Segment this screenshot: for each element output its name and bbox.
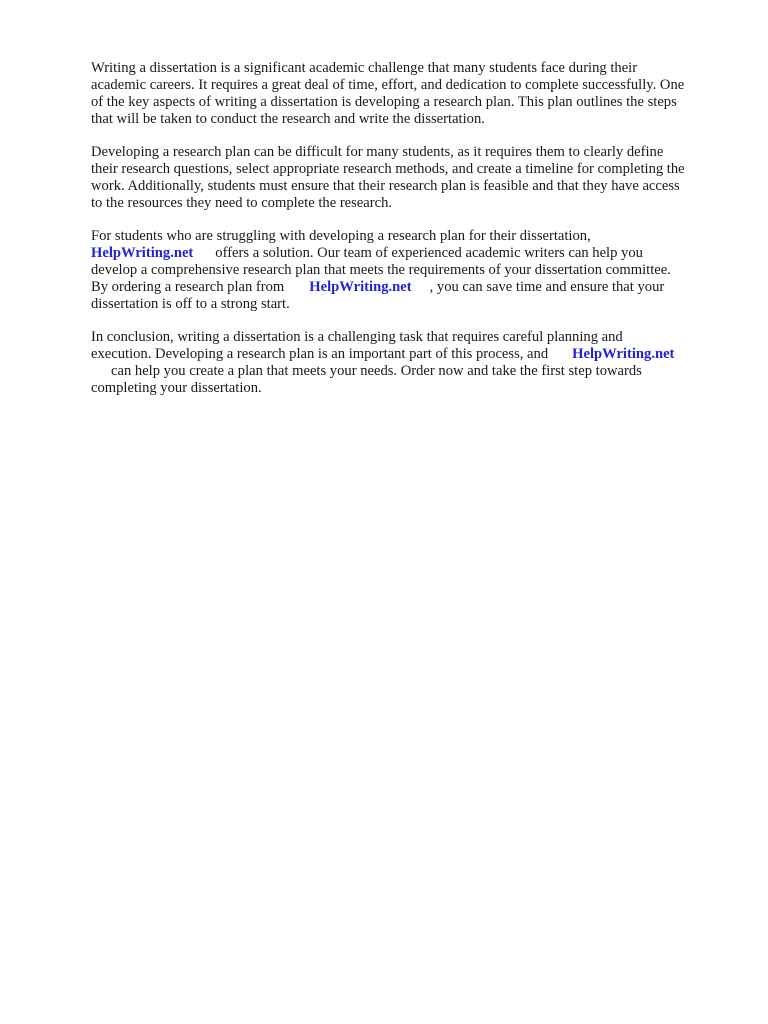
text-line: Writing a dissertation is a significant academic challenge that many students face during their (91, 60, 638, 76)
helpwriting-link[interactable]: HelpWriting.net (572, 346, 675, 362)
text-line: For students who are struggling with developing a research plan for their dissertation, (91, 228, 591, 244)
paragraph-intro (91, 60, 731, 128)
text-segment: , you can save time and ensure that your (429, 279, 665, 295)
text-line (91, 363, 731, 380)
text-line: academic careers. It requires a great deal of time, effort, and dedication to complete successfully. One (91, 77, 685, 93)
text-line (91, 245, 731, 262)
text-segment: can help you create a plan that meets your needs. Order now and take the first step towards (111, 363, 642, 379)
text-line: dissertation is off to a strong start. (91, 296, 290, 312)
text-line: that will be taken to conduct the research and write the dissertation. (91, 111, 485, 127)
helpwriting-link[interactable]: HelpWriting.net (91, 245, 194, 261)
paragraph-solution (91, 228, 731, 313)
paragraph-difficulty (91, 144, 731, 212)
text-line: completing your dissertation. (91, 380, 262, 396)
text-segment: offers a solution. Our team of experienced academic writers can help you (215, 245, 643, 261)
text-line: of the key aspects of writing a dissertation is developing a research plan. This plan outlines the steps (91, 94, 677, 110)
text-line: Developing a research plan can be difficult for many students, as it requires them to clearly define (91, 144, 664, 160)
text-line (91, 346, 731, 363)
text-line: their research questions, select appropriate research methods, and create a timeline for completing the (91, 161, 685, 177)
document-body (91, 60, 731, 413)
text-line: to the resources they need to complete the research. (91, 195, 393, 211)
paragraph-conclusion (91, 329, 731, 397)
text-line: work. Additionally, students must ensure that their research plan is feasible and that they have access (91, 178, 680, 194)
helpwriting-link[interactable]: HelpWriting.net (309, 279, 412, 295)
text-line: In conclusion, writing a dissertation is a challenging task that requires careful planning and (91, 329, 623, 345)
text-line: develop a comprehensive research plan that meets the requirements of your dissertation committee. (91, 262, 671, 278)
text-segment: By ordering a research plan from (91, 279, 285, 295)
text-line (91, 279, 731, 296)
text-segment: execution. Developing a research plan is an important part of this process, and (91, 346, 549, 362)
